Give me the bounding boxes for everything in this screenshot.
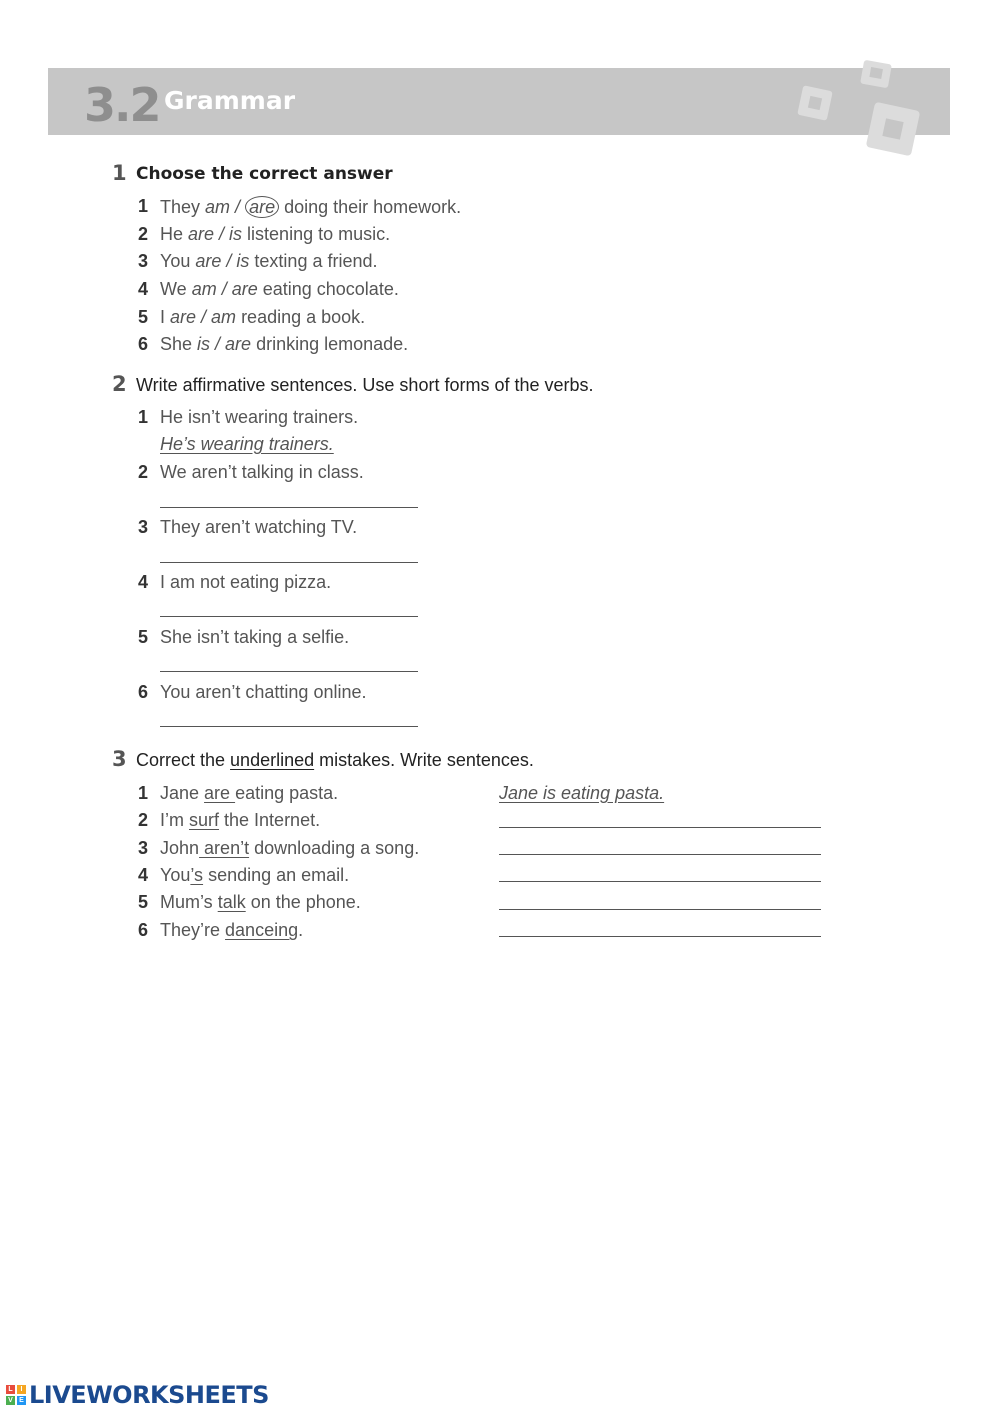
mistake: aren’t	[199, 838, 250, 858]
item-text: You aren’t chatting online.	[160, 682, 367, 702]
item-text: Jane	[160, 783, 205, 803]
ex3-answer-line-5[interactable]	[499, 909, 821, 910]
item-number: 1	[138, 407, 149, 427]
item-number: 4	[138, 572, 149, 592]
logo-letter: I	[17, 1385, 26, 1394]
item-number: 1	[138, 196, 149, 216]
item-text: Mum’s	[160, 892, 218, 912]
ex2-answer-line-6[interactable]	[160, 726, 418, 727]
item-text: eating pasta.	[235, 783, 339, 803]
item-number: 2	[138, 224, 149, 244]
liveworksheets-logo-icon	[6, 1385, 26, 1405]
exercise-1-title: Choose the correct answer	[136, 164, 393, 184]
item-text: listening to music.	[242, 224, 391, 244]
mistake: danceing	[225, 920, 299, 940]
item-text: drinking lemonade.	[251, 334, 409, 354]
item-text: I am not eating pizza.	[160, 572, 332, 592]
exercise-1-number: 1	[112, 161, 127, 185]
ex2-item-1	[138, 407, 359, 428]
item-text: He isn’t wearing trainers.	[160, 407, 359, 427]
ex2-answer-line-4[interactable]	[160, 616, 418, 617]
ex2-answer-line-5[interactable]	[160, 671, 418, 672]
ex2-item-6	[138, 682, 367, 703]
item-number: 4	[138, 865, 149, 885]
option-b[interactable]: are	[225, 334, 252, 354]
ex3-item-2	[138, 810, 321, 831]
footer-brand: LIVEWORKSHEETS	[29, 1381, 269, 1409]
item-text: John	[160, 838, 200, 858]
item-text: I	[160, 307, 171, 327]
option-a[interactable]: are	[195, 251, 222, 271]
exercise-2-number: 2	[112, 372, 127, 396]
logo-letter: L	[6, 1385, 15, 1394]
item-text: the Internet.	[219, 810, 321, 830]
item-text: They	[160, 197, 206, 217]
item-number: 2	[138, 462, 149, 482]
separator: /	[210, 334, 226, 354]
item-text: texting a friend.	[249, 251, 378, 271]
item-number: 5	[138, 627, 149, 647]
item-text: .	[298, 920, 304, 940]
exercise-3-title	[136, 750, 534, 771]
ex2-answer-line-3[interactable]	[160, 562, 418, 563]
ex3-answer-line-4[interactable]	[499, 881, 821, 882]
item-number: 5	[138, 307, 149, 327]
footer-logo[interactable]	[6, 1381, 269, 1409]
title-text: Correct the	[136, 750, 231, 770]
ex2-answer-line-2[interactable]	[160, 507, 418, 508]
ex1-item-5	[138, 307, 366, 328]
ex3-item-4	[138, 865, 350, 886]
item-text: doing their homework.	[279, 197, 462, 217]
ex1-item-1	[138, 196, 462, 218]
title-text: mistakes. Write sentences.	[314, 750, 534, 770]
option-a[interactable]: am	[205, 197, 231, 217]
ex2-item-5	[138, 627, 350, 648]
ex3-item-5	[138, 892, 361, 913]
ex2-item-4	[138, 572, 332, 593]
ex2-item-2	[138, 462, 364, 483]
item-number: 4	[138, 279, 149, 299]
mistake: talk	[217, 892, 246, 912]
unit-number: 3.2	[84, 78, 160, 132]
ex3-answer-line-6[interactable]	[499, 936, 821, 937]
ex1-item-2	[138, 224, 391, 245]
item-number: 6	[138, 920, 149, 940]
item-number: 1	[138, 783, 149, 803]
item-text: You	[160, 251, 196, 271]
option-a[interactable]: am	[191, 279, 217, 299]
decorative-squares-icon	[790, 60, 930, 160]
item-text: on the phone.	[245, 892, 361, 912]
logo-letter: E	[17, 1396, 26, 1405]
option-b[interactable]: is	[229, 224, 243, 244]
ex1-item-6	[138, 334, 409, 355]
option-a[interactable]: are	[170, 307, 197, 327]
ex3-item-6	[138, 920, 304, 941]
ex3-answer-line-2[interactable]	[499, 827, 821, 828]
item-text: He	[160, 224, 189, 244]
item-text: They aren’t watching TV.	[160, 517, 358, 537]
ex3-item-3	[138, 838, 420, 859]
ex2-item-3	[138, 517, 358, 538]
separator: /	[216, 279, 232, 299]
mistake: ’s	[190, 865, 204, 885]
item-text: We aren’t talking in class.	[160, 462, 364, 482]
item-text: She	[160, 334, 198, 354]
option-a[interactable]: are	[188, 224, 215, 244]
separator: /	[214, 224, 230, 244]
item-text: We	[160, 279, 192, 299]
ex1-item-4	[138, 279, 399, 300]
mistake: surf	[189, 810, 220, 830]
item-text: downloading a song.	[249, 838, 420, 858]
option-b-circled[interactable]: are	[245, 196, 279, 218]
option-b[interactable]: are	[231, 279, 258, 299]
ex3-item-1	[138, 783, 339, 804]
item-text: I’m	[160, 810, 189, 830]
mistake: are	[204, 783, 236, 803]
item-number: 6	[138, 334, 149, 354]
exercise-3-number: 3	[112, 747, 127, 771]
title-underlined-word: underlined	[230, 750, 315, 770]
option-b[interactable]: am	[211, 307, 237, 327]
item-number: 3	[138, 251, 149, 271]
item-text: She isn’t taking a selfie.	[160, 627, 350, 647]
item-number: 2	[138, 810, 149, 830]
item-text: eating chocolate.	[257, 279, 399, 299]
item-number: 6	[138, 682, 149, 702]
item-text: reading a book.	[236, 307, 366, 327]
item-text: You	[160, 865, 191, 885]
option-a[interactable]: is	[197, 334, 211, 354]
ex1-item-3	[138, 251, 378, 272]
separator: /	[221, 251, 237, 271]
logo-letter: V	[6, 1396, 15, 1405]
exercise-2-title: Write affirmative sentences. Use short forms of the verbs.	[136, 375, 594, 395]
option-b[interactable]: is	[236, 251, 250, 271]
item-text: sending an email.	[203, 865, 350, 885]
ex3-example-answer: Jane is eating pasta.	[499, 783, 665, 803]
item-number: 3	[138, 838, 149, 858]
separator: /	[230, 197, 246, 217]
unit-title: Grammar	[164, 86, 296, 115]
ex3-answer-line-3[interactable]	[499, 854, 821, 855]
item-number: 3	[138, 517, 149, 537]
item-number: 5	[138, 892, 149, 912]
item-text: They’re	[160, 920, 226, 940]
ex2-example-answer: He’s wearing trainers.	[160, 434, 334, 454]
separator: /	[196, 307, 212, 327]
